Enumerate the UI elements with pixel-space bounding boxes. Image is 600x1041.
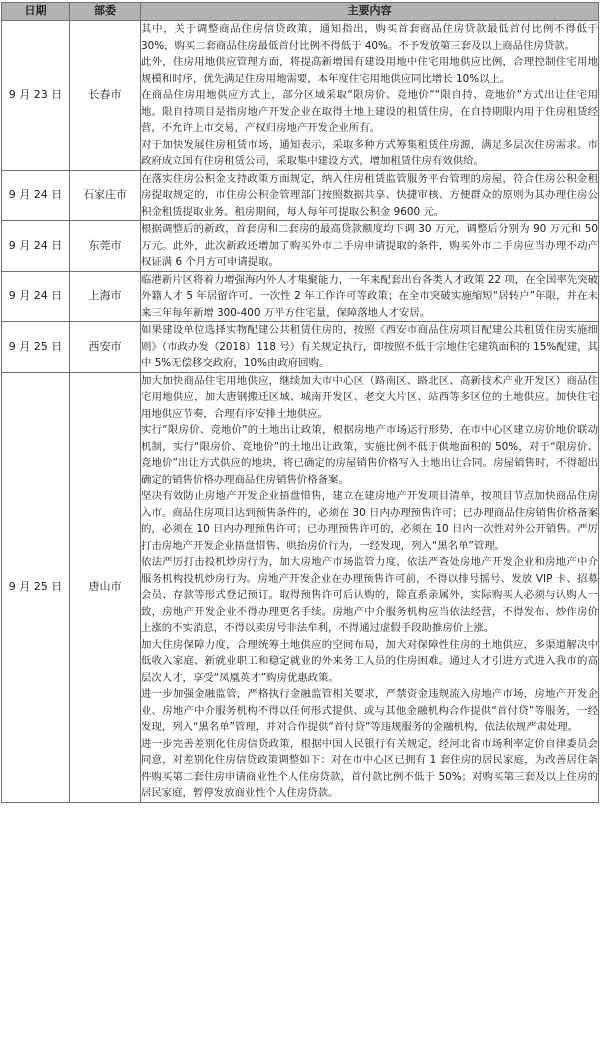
row-dept: 唐山市 — [70, 372, 141, 802]
row-content — [141, 271, 599, 322]
content-paragraph: 其中，关于调整商品住房信贷政策，通知指出，购买首套商品住房贷款最低首付比例不得低于 30%，购买二套商品住房最低首付比例不得低于 40%。不予发放第三套及以上商品住房贷款。 — [141, 23, 598, 52]
content-paragraph: 实行“限房价、竞地价”的土地出让政策，根据房地产市场运行形势，在市中心区建立房价地价联动机制，实行“限房价、竞地价”的土地出让政策，实施比例不低于供地面积的 50%，对于“限房价、竞地价”出让方式供应的地块，将已确定的房屋销售价格写入土地出让合同。房屋销售时，不得超出确定的销售价格办理商品住房销售价格备案。 — [141, 424, 598, 486]
policy-table — [1, 2, 599, 803]
table-row — [2, 21, 599, 171]
content-paragraph: 依法严厉打击投机炒房行为，加大房地产市场监管力度，依法严查处房地产开发企业和房地产中介服务机构投机炒房行为。房地产开发企业在办理预售许可前，不得以排号摇号、发放 VIP 卡、招募会员、存款等形式登记预订。取得预售许可后认购的，除直系亲属外，实际购买人必须与认购人一致，房地产开发企业不得办理更名手续。房地产中介服务机构应当依法经营，不得发布、炒作房价上涨的不实消息，不得以卖房号非法牟利，不得通过虚假手段助推房价上涨。 — [141, 556, 598, 634]
row-content — [141, 21, 599, 171]
content-paragraph: 在落实住房公积金支持政策方面规定，纳入住房租赁监管服务平台管理的房屋，符合住房公积金租房提取规定的，市住房公积金管理部门按照数据共享、快捷审核、方便群众的原则为其办理住房公积金租赁提取业务。租房期间，每人每年可提取公积金 9600 元。 — [141, 172, 598, 218]
content-paragraph: 加大加快商品住宅用地供应，继续加大市中心区（路南区、路北区、高新技术产业开发区）商品住宅用地供应，加大唐钢搬迁区域、城南开发区、老交大片区、站西等多区位的土地供应。加快住宅用地供应节奏，合理有序安排土地供应。 — [141, 374, 598, 420]
row-content — [141, 170, 599, 221]
row-date: 9 月 23 日 — [2, 21, 70, 171]
content-paragraph: 坚决有效防止房地产开发企业捂盘惜售，建立在建房地产开发项目清单，按项目节点加快商品住房入市。商品住房项目达到预售条件的，必须在 30 日内办理预售许可；已办理商品住房销售价格备案的，必须在 10 日内办理预售许可；已办理预售许可的，必须在 10 日内一次性对外公开销售。严厉打击房地产开发企业捂盘惜售、哄抬房价行为，一经发现，列入“黑名单”管理。 — [141, 490, 598, 552]
content-paragraph: 此外，住房用地供应管理方面，将提高新增国有建设用地中住宅用地供应比例，合理控制住宅用地规模和时序，优先满足住房用地需要，本年度住宅用地供应同比增长 10%以上。 — [141, 56, 598, 85]
table-row — [2, 372, 599, 802]
row-date: 9 月 24 日 — [2, 271, 70, 322]
row-date: 9 月 25 日 — [2, 372, 70, 802]
row-date: 9 月 24 日 — [2, 221, 70, 272]
content-paragraph: 进一步完善差别化住房信贷政策，根据中国人民银行有关规定，经河北省市场利率定价自律委员会同意，对差别化住房信贷政策调整如下：对在市中心区已拥有 1 套住房的居民家庭，为改善居住条件购买第二套住房申请商业性个人住房贷款，首付款比例不低于 50%；对购买第三套及以上住房的居民家庭，暂停发放商业性个人住房贷款。 — [141, 737, 598, 799]
row-content — [141, 372, 599, 802]
row-dept: 长春市 — [70, 21, 141, 171]
content-paragraph: 如果建设单位选择实物配建公共租赁住房的，按照《西安市商品住房项目配建公共租赁住房实施细则》（市政办发（2018）118 号）有关规定执行，即按照不低于宗地住宅建筑面积的 15%配建，其中 5%无偿移交政府，10%由政府回购。 — [141, 324, 598, 369]
table-row — [2, 170, 599, 221]
header-dept: 部委 — [70, 3, 141, 21]
content-paragraph: 根据调整后的新政，首套房和二套房的最高贷款额度均下调 30 万元，调整后分别为 90 万元和 50 万元。此外，此次新政还增加了购买外市二手房申请提取的条件，购买外市二手房应当办理不动产权证满 6 个月方可申请提取。 — [141, 223, 598, 268]
table-row — [2, 271, 599, 322]
row-content — [141, 221, 599, 272]
content-paragraph: 进一步加强金融监管，严格执行金融监管相关要求，严禁资金违规流入房地产市场，房地产开发企业、房地产中介服务机构不得以任何形式提供、或与其他金融机构合作提供“首付贷”等服务，一经发现，列入“黑名单”管理，并对合作提供“首付贷”等违规服务的金融机构，依法依规严肃处理。 — [141, 688, 598, 733]
content-paragraph: 临港新片区将着力增强海内外人才集聚能力，一年来配套出台各类人才政策 22 项，在全国率先突破外籍人才 5 年居留许可、一次性 2 年工作许可等政策；在全市突破实施缩短“居转户”年限，并在未来三年每年新增 300-400 万平方住宅量，保障落地人才安居。 — [141, 273, 598, 319]
row-dept: 东莞市 — [70, 221, 141, 272]
row-date: 9 月 24 日 — [2, 170, 70, 221]
content-paragraph: 对于加快发展住房租赁市场，通知表示，采取多种方式筹集租赁住房源，满足多层次住房需求。市政府成立国有住房租赁公司，采取集中建设方式，增加租赁住房有效供给。 — [141, 138, 598, 167]
row-dept: 石家庄市 — [70, 170, 141, 221]
row-content — [141, 322, 599, 373]
row-date: 9 月 25 日 — [2, 322, 70, 373]
table-row — [2, 322, 599, 373]
row-dept: 上海市 — [70, 271, 141, 322]
content-paragraph: 加大住房保障力度，合理统筹土地供应的空间布局，加大对保障性住房的土地供应，多渠道解决中低收入家庭、新就业职工和稳定就业的外来务工人员的住房困难。通过人才引进方式进入我市的高层次人才，享受“凤凰英才”购房优惠政策。 — [141, 638, 598, 684]
header-date: 日期 — [2, 3, 70, 21]
header-content: 主要内容 — [141, 3, 599, 21]
row-dept: 西安市 — [70, 322, 141, 373]
header-row — [2, 3, 599, 21]
table-row — [2, 221, 599, 272]
content-paragraph: 在商品住房用地供应方式上，部分区域采取“限房价、竞地价”“限自持、竞地价”方式出让住宅用地。限自持项目是指房地产开发企业在取得土地上建设的租赁住房，在自持期限内用于住房租赁经营，不允许上市交易，产权归房地产开发企业所有。 — [141, 89, 598, 134]
